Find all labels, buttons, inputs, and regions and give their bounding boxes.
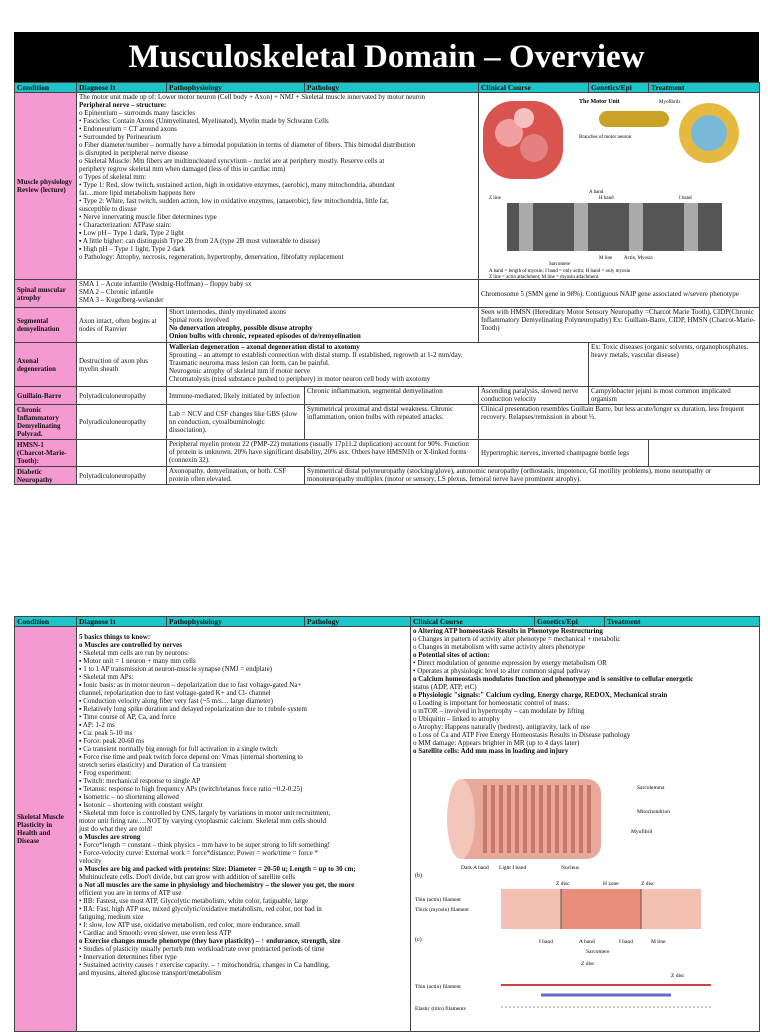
band-stripe (519, 203, 533, 251)
figure-label: I band (679, 196, 692, 201)
text-line: • Endoneurium = CT around axons (79, 125, 177, 133)
table-row (15, 405, 760, 440)
figure-label: Elastic (titin) filaments (415, 1006, 466, 1012)
text-line: o Muscles are big and packed with proteins: Size: Diameter = 20-50 u; Length = up to 30 cm; (79, 865, 356, 873)
condition-cell: Diabetic Neuropathy (15, 467, 77, 485)
text-line: o Changes in metabolism with same activity alters phenotype (413, 643, 585, 651)
text-line: periphery regrow skeletal mm when damaged (less of this in cardiac mm) (79, 165, 286, 173)
text-line: ▪ Twitch: mechanical response to single AP (79, 777, 201, 785)
text-line: stretch series elasticity) and Duration of Ca transient (79, 761, 227, 769)
table-row (15, 387, 760, 405)
band-stripe (629, 203, 643, 251)
figure-label: Sarcolemma (637, 785, 665, 791)
muscle-review-text (77, 93, 479, 280)
muscle-figure-cell (479, 93, 760, 280)
text-line: o mTOR – involved in hypertrophy – can modulate by lifting (413, 707, 585, 715)
text-line: • Skeletal mm cells are run by neurons: (79, 649, 189, 657)
text-line: • Force-velocity curve: External work = force*distance; Power = work/time = force * (79, 849, 318, 857)
sma-types (77, 280, 479, 308)
text-line: ▪ Relatively long spike duration and delayed repolarization due to t tubule system (79, 705, 307, 713)
figure-label: H zone (603, 881, 619, 887)
figure-label: Z disc (671, 973, 685, 979)
plasticity-left-text (77, 627, 411, 1032)
condition-cell: Spinal muscular atrophy (15, 280, 77, 308)
text-line: ▪ 1 to 1 AP transmission at neuron-muscle synapse (NMJ = endplate) (79, 665, 273, 673)
text-line: • IIB: Fastest, use most ATP, Glycolytic metabolism, white color, fatiguable, large (79, 897, 309, 905)
text-line: o Types of skeletal mm: (79, 173, 147, 181)
text-line: o Physiologic "signals:" Calcium cycling, Energy charge, REDOX, Mechanical strain (413, 691, 668, 699)
plasticity-right-cell (411, 627, 760, 1032)
text-line: • Force*length = constant – think physics – mm have to be super strong to lift something! (79, 841, 330, 849)
clinical-cell: Ascending paralysis, slowed nerve conduction velocity (479, 387, 589, 405)
header-genetics: Genetics/Epi (589, 83, 649, 93)
text-line: • Operates at physiologic level to alter common signal pathway (413, 667, 591, 675)
treatment-cell (649, 440, 760, 467)
text-line: ▪ Motor unit = 1 neuron + many mm cells (79, 657, 196, 665)
header-treatment: Treatment (649, 83, 760, 93)
text-line: Spinal roots involved (169, 316, 229, 324)
text-line: o Muscles are controlled by nerves (79, 641, 182, 649)
header-pathology: Pathology (305, 83, 479, 93)
fiber-circle (514, 108, 534, 128)
text-line: o Satellite cells: Add mm mass in loading and injury (413, 747, 569, 755)
text-line: • Cardiac and Smooth: even slower, use even less ATP (79, 929, 232, 937)
muscle-fiber-figure (411, 773, 759, 1025)
text-line: ▪ Force rise time and peak twitch force depend on: Vmax (internal shortening to (79, 753, 303, 761)
figure-label: Mitochondrion (637, 809, 670, 815)
condition-cell: Muscle physiology Review (lecture) (15, 93, 77, 280)
header-pathology: Pathology (305, 617, 411, 627)
figure-label: Branches of motor neuron (579, 135, 632, 140)
text-line: ▪ Tetanus: response to high frequency APs (twitch/tetanus force ratio ~0.2-0.25) (79, 785, 303, 793)
text-line: • Skeletal mm force is controlled by CNS, largely by variations in motor unit recruitment, (79, 809, 331, 817)
text-line: • Innervation determines fiber type (79, 953, 177, 961)
diagnose-cell: Polyradiculoneuropathy (77, 387, 167, 405)
figure-label: Sarcomere (586, 949, 610, 955)
text-line: SMA 2 – Chronic infantile (79, 288, 154, 296)
text-line: velocity (79, 857, 102, 865)
pathophysiology-cell: Axonopathy, demyelination, or both. CSF protein often elevated. (167, 467, 305, 485)
diagnose-cell: Destruction of axon plus myelin sheath (77, 343, 167, 387)
text-line: • Characterization: ATPase stain: (79, 221, 172, 229)
condition-cell: Chronic Inflammatory Demyelinating Polyrad. (15, 405, 77, 440)
text-line: Neurogenic atrophy of skeletal mm if motor nerve (169, 367, 310, 375)
table-row (15, 93, 760, 280)
figure-label: Thin (actin) filament (415, 984, 461, 990)
condition-cell: Skeletal Muscle Plasticity in Health and Disease (15, 627, 77, 1032)
table-row (15, 440, 760, 467)
pathophysiology-cell: Peripheral myelin protein 22 (PMP-22) mutations (usually 17p11.2 duplication) account for 90%. Function of protein is unknown. 20% have significant disability, 20% asx. Others have HMSN1b or X-linked forms (connexin 32). (167, 440, 479, 467)
text-line: • Type 1: Red, slow twitch, sustained action, high in oxidative enzymes, (aerobic), many mitochondria, abundant (79, 181, 395, 189)
text-line: o Potential sites of action: (413, 651, 490, 659)
figure-label: The Motor Unit (579, 99, 620, 105)
figure-caption: A band = length of myosin; I band = only actin; H band = only myosin (489, 269, 631, 274)
text-line: • I: slow, low ATP use, oxidative metabolism, red color, more endurance, small (79, 921, 300, 929)
pathophysiology-cell: Immune-mediated, likely initiated by infection (167, 387, 305, 405)
text-line: o Not all muscles are the same in physiology and biochemistry – the slower you get, the more (79, 881, 355, 889)
figure-label: Sarcomere (549, 262, 571, 267)
text-line: o Loading is important for homeostatic control of mass: (413, 699, 570, 707)
figure-label: Z disc (641, 881, 655, 887)
myofibril-shape (691, 115, 727, 151)
sma-genetics: Chromosome 5 (SMN gene in 98%). Contiguous NAIP gene associated w/severe phenotype (479, 280, 760, 308)
clinical-cell: Hypertrophic nerves, inverted champagne bottle legs (479, 440, 649, 467)
myofibril-shape (599, 111, 669, 127)
text-line: ▪ Low pH – Type 1 dark, Type 2 light (79, 229, 184, 237)
text-line: o Muscles are strong (79, 833, 141, 841)
text-line: Short internodes, thinly myelinated axons (169, 308, 286, 316)
text-line: Wallerian degeneration – axonal degeneration distal to axotomy (169, 343, 360, 351)
diagnose-cell: Axon intact, often begins at nodes of Ranvier (77, 308, 167, 343)
band-stripe (574, 203, 588, 251)
figure-label: (b) (415, 873, 422, 879)
a-band (561, 889, 641, 929)
band-stripe (684, 203, 698, 251)
text-line: • Studies of plasticity usually perturb mm workload/rate over protracted periods of time (79, 945, 325, 953)
text-line: ▪ Isotonic – shortening with constant weight (79, 801, 203, 809)
text-line: • Time course of AP, Ca, and force (79, 713, 176, 721)
figure-label: A band (579, 939, 595, 945)
diagnose-cell (77, 440, 167, 467)
condition-cell: Guillain-Barre (15, 387, 77, 405)
pathology-cell: Symmetrical distal polyneuropathy (stocking/glove), autonomic neuropathy (orthostasis, impotence, GI motility problems), mono neuropathy or mononeuropathy multiplex (motor or sensory, LS plexus, femoral nerve have prominent atrophy). (305, 467, 760, 485)
text-line: Onion bulbs with chronic, repeated episodes of de/remyelination (169, 332, 361, 340)
text-line: o Calcium homeostasis modulates function and phenotype and is sensitive to cellular energetic (413, 675, 694, 683)
figure-label: I band (619, 939, 633, 945)
figure-label: Z line (489, 196, 501, 201)
text-line: fat....more lipid metabolism happens here (79, 189, 196, 197)
text-line: o MM damage: Appears brighter in MR (up to 4 days later) (413, 739, 580, 747)
text-line: • IIA: Fast, high ATP use, mixed glycolytic/oxidative metabolism, red color, not bad in (79, 905, 322, 913)
diagnose-cell: Polyradiculoneuropathy (77, 405, 167, 440)
figure-label: H band (599, 196, 614, 201)
text-block (77, 627, 410, 1031)
text-line: is disrupted in peripheral nerve disease (79, 149, 189, 157)
figure-label: Thin (actin) filament (415, 897, 461, 903)
treatment-cell: Campylobacter jejuni is most common implicated organism (589, 387, 760, 405)
text-line: just do what they are told! (79, 825, 153, 833)
header-condition: Condition (15, 83, 77, 93)
text-line: ▪ AP: 1-2 ms (79, 721, 115, 729)
table-row (15, 627, 760, 1032)
text-line: efficient you are in terms of ATP use (79, 889, 182, 897)
header-pathophysiology: Pathophysiology (167, 83, 305, 93)
header-diagnose: Diagnose It (77, 83, 167, 93)
figure-label: Z disc (556, 881, 570, 887)
text-line: • Surrounded by Perineurium (79, 133, 161, 141)
figure-label: Dark A band (461, 865, 489, 871)
page-title: Musculoskeletal Domain – Overview (14, 32, 759, 82)
text-line: No denervation atrophy, possible disuse atrophy (169, 324, 313, 332)
text-line: fatiguing, medium size (79, 913, 144, 921)
text-line: ▪ Ca transient normally big enough for full activation in a single twitch (79, 745, 278, 753)
text-line: ▪ Ionic basis: as in motor neuron – depolarization due to fast voltage-gated Na+ (79, 681, 302, 689)
text-line: Traumatic neuroma mass lesion can form, can be painful. (169, 359, 330, 367)
overview-table-2 (14, 616, 760, 1032)
text-line: SMA 1 – Acute infantile (Wednig-Hoffman) – floppy baby sx (79, 280, 252, 288)
text-line: ▪ Isometric – no shortening allowed (79, 793, 179, 801)
table-row (15, 343, 760, 387)
figure-label: Light I band (499, 865, 527, 871)
header-condition: Condition (15, 617, 77, 627)
text-line: • Type 2: White, fast twitch, sudden action, low in oxidative enzymes, (anaerobic), few mitochondria, little fat, (79, 197, 389, 205)
text-line: ▪ Force: peak 20-60 ms (79, 737, 145, 745)
text-line: • Direct modulation of genome expression by energy metabolism OR (413, 659, 607, 667)
text-line: • Skeletal mm APs: (79, 673, 134, 681)
text-line: susceptible to disuse (79, 205, 137, 213)
figure-label: Myofibril (631, 829, 653, 835)
text-line: Chromatolysis (nissl substance pushed to periphery) in motor neuron cell body with axotomy (169, 375, 431, 383)
text-line: ▪ Ca: peak 5-10 ms (79, 729, 133, 737)
figure-label: (c) (415, 937, 422, 943)
pathology-cell: Chronic inflammation, segmental demyelination (305, 387, 479, 405)
figure-label: Thick (myosin) filament (415, 907, 469, 913)
text-line: SMA 3 – Kugelberg-welander (79, 296, 164, 304)
text-line: o Pathology: Atrophy, necrosis, regeneration, hypertrophy, denervation, fibrofatty replacement (79, 253, 344, 261)
pathophysiology-cell: Lab = NCV and CSF changes like GBS (slow nn conduction, cytoalbuminologic dissociation). (167, 405, 305, 440)
text-block (411, 627, 759, 773)
text-line: • Sustained activity causes ↑ exercise capacity. – ↑ mitochondria, changes in Ca handling, (79, 961, 330, 969)
clinical-cell: Clinical presentation resembles Guillain Barre, but less acute/longer sx duration, less frequent recovery. Relapses/remission in about ⅓. (479, 405, 760, 440)
pathophysiology-cell (167, 343, 589, 387)
figure-label: Z disc (581, 961, 595, 967)
condition-cell: Segmental demyelination (15, 308, 77, 343)
text-line: o Atrophy: Happens naturally (bedrest), antigravity, lack of use (413, 723, 590, 731)
text-line: status (ADP, ATP, etC) (413, 683, 477, 691)
text-line: • Fascicles: Contain Axons (Unmyelinated, Myelinated), Myelin made by Schwann Cells (79, 117, 329, 125)
diagnose-cell: Polyradiculoneuropathy (77, 467, 167, 485)
header-row (15, 617, 760, 627)
treatment-cell: Ex: Toxic diseases (organic solvents, organophosphates, heavy metals, vascular disease) (589, 343, 760, 387)
motor-unit-sarcomere-figure (479, 93, 759, 279)
table-row (15, 280, 760, 308)
figure-label: Nucleus (561, 865, 580, 871)
genetics-cell: Seen with HMSN (Hereditary Motor Sensory Neuropathy =Charcot Marie Tooth), CIDP(Chronic Inflammatory Demyelinating Polyneuropathy) Ex: Guillain-Barre, CIDP, HMSN (Charcot-Marie-Tooth) (479, 308, 760, 343)
header-diagnose: Diagnose It (77, 617, 167, 627)
header-row (15, 83, 760, 93)
figure-caption: Z line = actin attachment; M line = myosin attachment. (489, 275, 600, 279)
text-line: o Changes in pattern of activity alter phenotype = mechanical + metabolic (413, 635, 621, 643)
text-line: o Loss of Ca and ATP Free Energy Homeostasis Results in Disease pathology (413, 731, 631, 739)
text-line: • Nerve innervating muscle fiber determines type (79, 213, 217, 221)
figure-label: Myofibrils (659, 100, 681, 105)
figure-label: M line (599, 256, 613, 261)
text-line: The motor unit made up of: Lower motor neuron (Cell body + Axon) + NMJ + Skeletal muscle innervated by motor neuron (79, 93, 426, 101)
myofibril-stripes (481, 785, 591, 853)
text-line: o Fiber diameter/number – normally have a bimodal population in terms of diameter of fibers. This bimodal distribution (79, 141, 416, 149)
text-line: ▪ High pH – Type 1 light, Type 2 dark (79, 245, 185, 253)
text-line: ▪ Conduction velocity along fiber very fast (~5 m/s… large diameter) (79, 697, 273, 705)
text-line: Peripheral nerve – structure: (79, 101, 167, 109)
table-row (15, 467, 760, 485)
pathology-cell: Symmetrical proximal and distal weakness. Chronic inflammation, onion bulbs with repeated attacks. (305, 405, 479, 440)
figure-label: M line (651, 939, 666, 945)
text-line: Multinucleate cells. Don't divide, but can grow with addition of satellite cells (79, 873, 296, 881)
text-line: and myosins, altered glucose transport/metabolism (79, 969, 222, 977)
figure-label: Actin, Myosin (624, 256, 653, 261)
header-clinical-course: Clinical Course (479, 83, 589, 93)
text-line: motor unit firing rate.....NOT by varying cytoplasmic calcium. Skeletal mm cells should (79, 817, 326, 825)
table-row (15, 308, 760, 343)
text-line: o Ubiquitin – linked to atrophy (413, 715, 500, 723)
text-line: o Exercise changes muscle phenotype (they have plasticity) – ↑ endurance, strength, size (79, 937, 341, 945)
overview-table-1 (14, 82, 760, 485)
text-line: ▪ A little higher: can distinguish Type 2B from 2A (type 2B most vulnerable to disuse) (79, 237, 320, 245)
condition-cell: HMSN-1 (Charcot-Marie-Tooth): (15, 440, 77, 467)
text-line: • Frog experiment: (79, 769, 132, 777)
text-line: o Skeletal Muscle: Mm fibers are multinucleated syncytium – nuclei are at periphery mostly. Reserve cells at (79, 157, 385, 165)
header-clinical-course: Clinical Course (411, 617, 535, 627)
text-line: o Epineurium – surrounds many fascicles (79, 109, 196, 117)
text-line: 5 basics things to know: (79, 633, 151, 641)
figure-label: I band (539, 939, 553, 945)
condition-cell: Axonal degeneration (15, 343, 77, 387)
fiber-end (447, 779, 475, 859)
text-line: Sprouting – an attempt to establish connection with distal stump. If established, regrowth at 1-2 mm/day. (169, 351, 463, 359)
header-genetics: Genetics/Epi (535, 617, 605, 627)
text-line: o Altering ATP homeostasis Results in Phenotype Restructuring (413, 627, 603, 635)
pathophysiology-cell (167, 308, 479, 343)
figure-label: A band (589, 190, 604, 195)
header-pathophysiology: Pathophysiology (167, 617, 305, 627)
header-treatment: Treatment (605, 617, 760, 627)
fiber-circle (520, 134, 548, 162)
text-line: channel, repolarization due to fast voltage-gated K+ and Cl- channel (79, 689, 271, 697)
